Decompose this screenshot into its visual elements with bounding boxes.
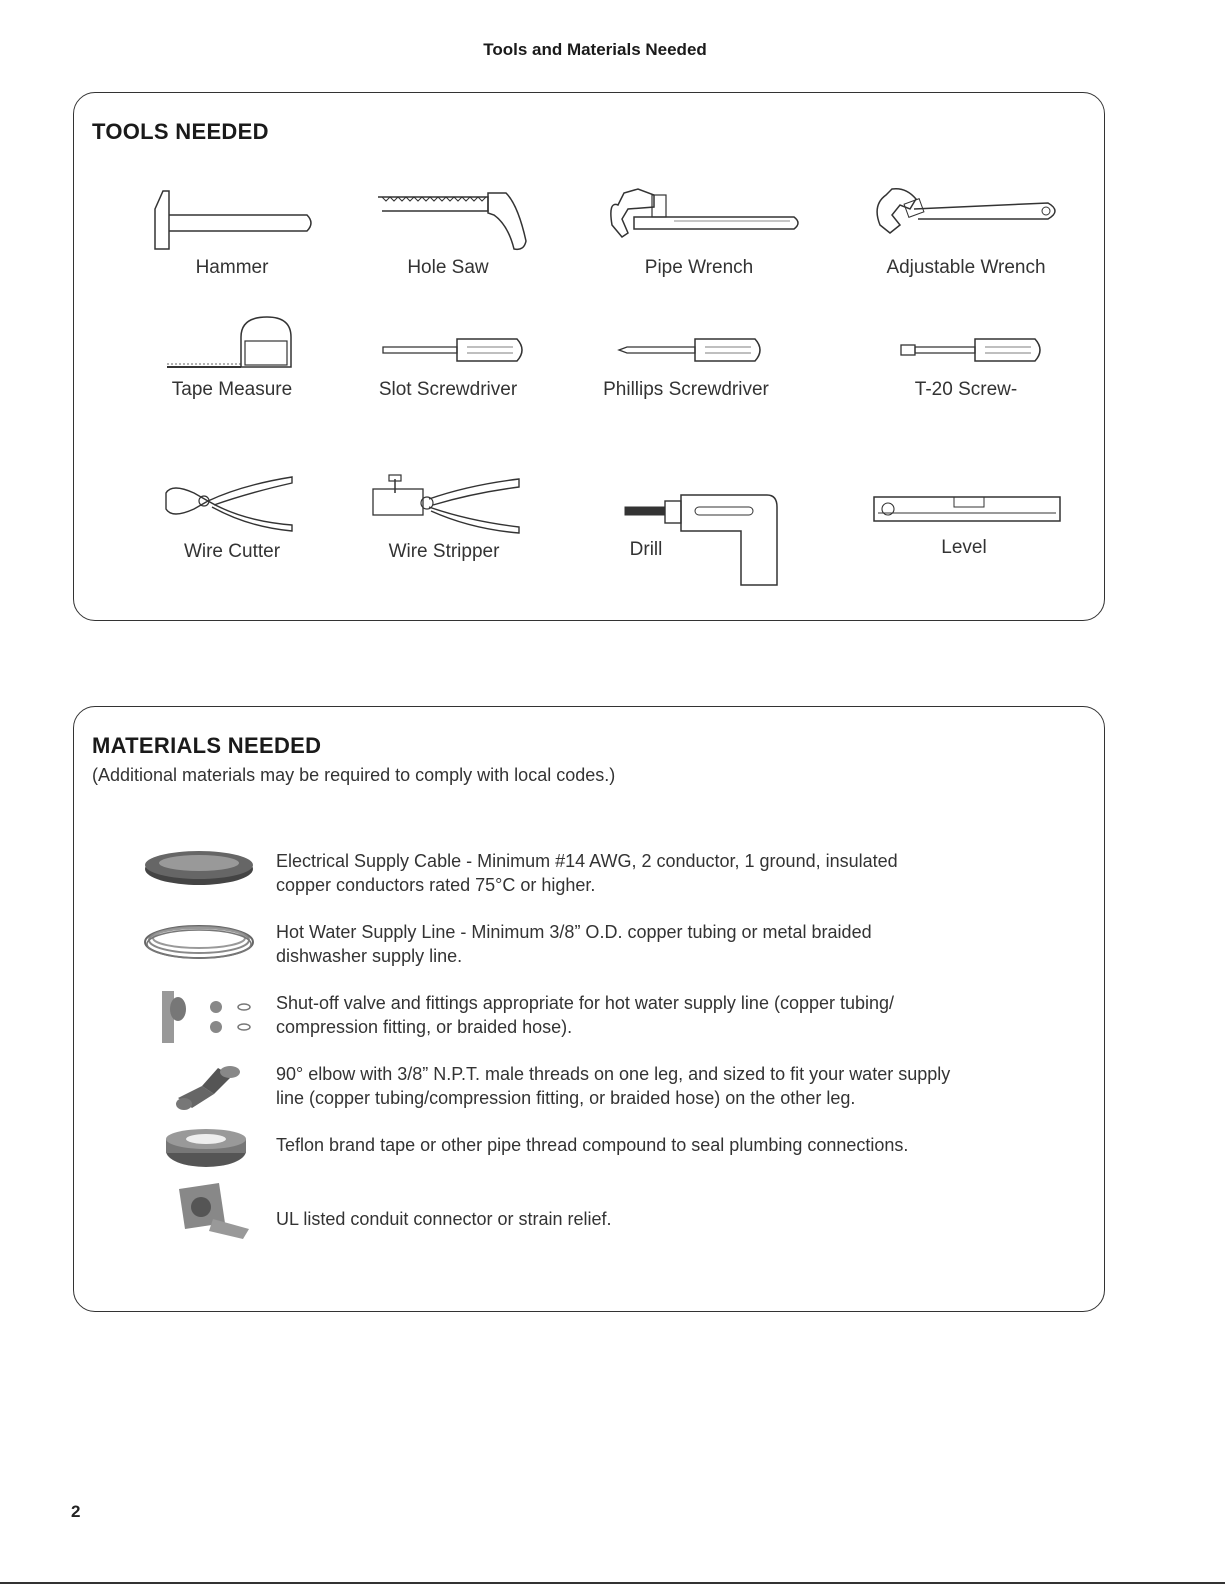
cable-coil-icon [134, 847, 264, 891]
material-item [134, 1133, 1034, 1173]
adjustable-wrench-icon [866, 185, 1066, 251]
torx-screwdriver-icon [881, 325, 1051, 373]
materials-note: (Additional materials may be required to comply with local codes.) [92, 765, 616, 785]
tool-slot-screwdriver [328, 325, 568, 401]
tool-label: Tape Measure [171, 379, 293, 400]
material-item [134, 991, 1034, 1051]
tool-phillips-screwdriver [566, 325, 806, 401]
elbow-fitting-icon [148, 1058, 278, 1118]
material-item [134, 920, 1034, 972]
material-description: Teflon brand tape or other pipe thread compound to seal plumbing connections. [276, 1135, 909, 1155]
tool-label: Wire Cutter [183, 541, 281, 562]
tool-label: Phillips Screwdriver [603, 379, 769, 400]
hammer-icon [147, 185, 317, 251]
tool-wire-stripper [324, 471, 564, 563]
page-number: 2 [71, 1502, 81, 1521]
material-description: 90° elbow with 3/8” N.P.T. male threads on one leg, and sized to fit your water supply line (copper tubing/compression fitting, or braided hose) on the other leg. [276, 1064, 951, 1108]
bottom-rule [0, 1582, 1225, 1584]
copper-tubing-coil-icon [134, 920, 264, 964]
pipe-wrench-icon [594, 185, 804, 251]
tool-label: Drill [629, 539, 663, 560]
tool-tape-measure [112, 313, 352, 401]
phillips-screwdriver-icon [601, 325, 771, 373]
material-item [134, 1207, 1034, 1247]
tool-label: Hole Saw [407, 257, 489, 278]
tool-level [844, 491, 1084, 559]
level-icon [864, 491, 1064, 531]
tool-label: Level [941, 537, 987, 558]
tool-drill [586, 485, 826, 595]
tool-hammer [112, 185, 352, 279]
materials-needed-panel [73, 706, 1105, 1312]
material-description: Electrical Supply Cable - Minimum #14 AWG, 2 conductor, 1 ground, insulated copper conductors rated 75°C or higher. [276, 851, 898, 895]
material-item [134, 849, 1034, 901]
tool-adjustable-wrench [846, 185, 1086, 279]
tools-needed-panel [73, 92, 1105, 621]
page-title: Tools and Materials Needed [483, 40, 707, 59]
slot-screwdriver-icon [363, 325, 533, 373]
tool-t20-screwdriver [846, 325, 1086, 401]
material-description: UL listed conduit connector or strain relief. [276, 1209, 612, 1229]
tool-label: Slot Screwdriver [378, 379, 518, 400]
wire-stripper-icon [359, 471, 529, 535]
tape-measure-icon [157, 313, 307, 373]
teflon-tape-icon [144, 1127, 274, 1171]
tool-label: Wire Stripper [388, 541, 500, 562]
tool-hole-saw [328, 185, 568, 279]
conduit-connector-icon [154, 1179, 284, 1239]
tool-pipe-wrench [579, 185, 819, 279]
tools-heading: TOOLS NEEDED [92, 119, 269, 144]
tool-label: T-20 Screw- [914, 379, 1018, 400]
material-description: Hot Water Supply Line - Minimum 3/8” O.D. copper tubing or metal braided dishwasher supply line. [276, 922, 872, 966]
material-item [134, 1062, 1034, 1120]
wire-cutter-icon [152, 471, 312, 535]
hole-saw-icon [348, 185, 548, 251]
tool-label: Hammer [195, 257, 269, 278]
shutoff-valve-fittings-icon [148, 987, 278, 1047]
tool-label: Pipe Wrench [644, 257, 754, 278]
materials-heading: MATERIALS NEEDED [92, 733, 322, 758]
tool-wire-cutter [112, 471, 352, 563]
tool-label: Adjustable Wrench [886, 257, 1046, 278]
material-description: Shut-off valve and fittings appropriate for hot water supply line (copper tubing/ compression fitting, or braided hose). [276, 993, 895, 1037]
